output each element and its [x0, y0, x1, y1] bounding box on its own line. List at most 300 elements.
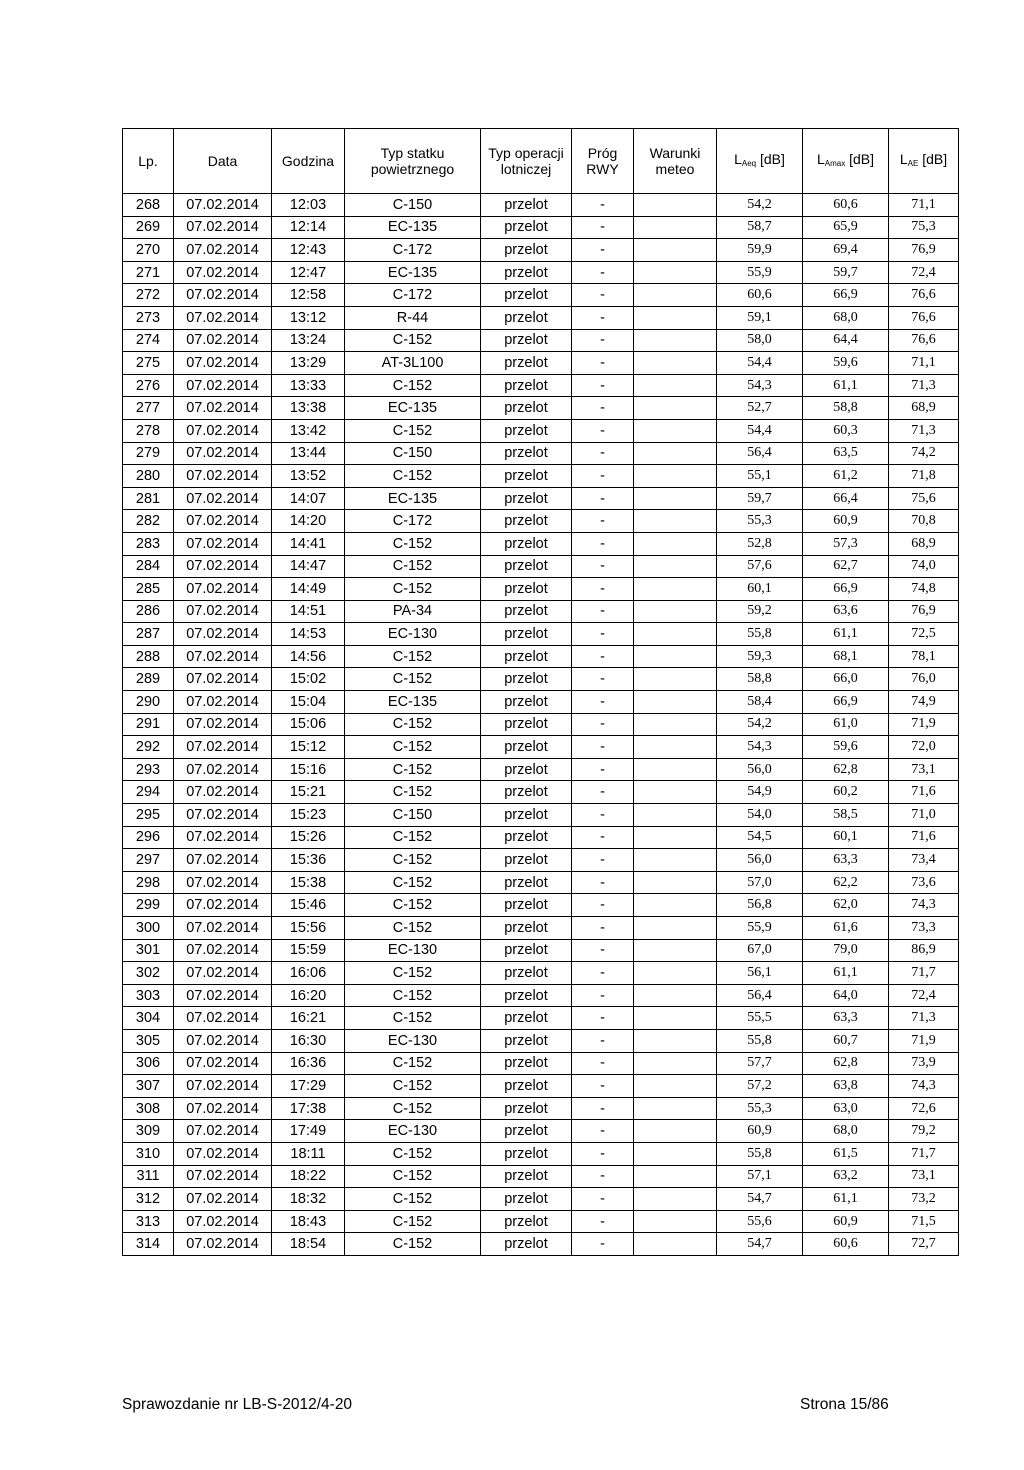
cell-operation-type: przelot: [481, 442, 572, 465]
cell-lamax: 63,8: [803, 1075, 889, 1098]
cell-lae: 70,8: [889, 510, 959, 533]
cell-aircraft-type: C-150: [345, 194, 481, 217]
cell-operation-type: przelot: [481, 1052, 572, 1075]
table-row: [123, 284, 959, 307]
table-row: [123, 578, 959, 601]
cell-lae: 74,3: [889, 1075, 959, 1098]
cell-lae: 76,6: [889, 329, 959, 352]
cell-aircraft-type: C-152: [345, 419, 481, 442]
cell-weather: [634, 1188, 717, 1211]
table-row: [123, 804, 959, 827]
cell-runway-threshold: -: [572, 1007, 634, 1030]
cell-runway-threshold: -: [572, 691, 634, 714]
cell-time: 17:49: [272, 1120, 345, 1143]
cell-time: 15:38: [272, 871, 345, 894]
cell-laeq: 56,1: [717, 962, 803, 985]
cell-lamax: 66,9: [803, 578, 889, 601]
cell-date: 07.02.2014: [174, 284, 272, 307]
cell-lamax: 68,0: [803, 1120, 889, 1143]
cell-lae: 68,9: [889, 397, 959, 420]
cell-aircraft-type: C-172: [345, 239, 481, 262]
cell-date: 07.02.2014: [174, 894, 272, 917]
header-prog-rwy: Próg RWY: [572, 129, 634, 194]
cell-lamax: 61,6: [803, 917, 889, 940]
cell-runway-threshold: -: [572, 487, 634, 510]
cell-lae: 71,5: [889, 1210, 959, 1233]
cell-lamax: 62,2: [803, 871, 889, 894]
cell-weather: [634, 397, 717, 420]
cell-aircraft-type: C-152: [345, 826, 481, 849]
cell-laeq: 54,4: [717, 352, 803, 375]
cell-laeq: 59,7: [717, 487, 803, 510]
cell-lamax: 59,6: [803, 352, 889, 375]
cell-aircraft-type: EC-135: [345, 216, 481, 239]
cell-weather: [634, 532, 717, 555]
cell-operation-type: przelot: [481, 397, 572, 420]
cell-lamax: 61,2: [803, 465, 889, 488]
cell-runway-threshold: -: [572, 1188, 634, 1211]
cell-time: 14:56: [272, 645, 345, 668]
cell-lamax: 60,2: [803, 781, 889, 804]
cell-operation-type: przelot: [481, 194, 572, 217]
cell-aircraft-type: C-172: [345, 510, 481, 533]
cell-time: 15:06: [272, 713, 345, 736]
cell-lae: 73,1: [889, 758, 959, 781]
table-row: [123, 239, 959, 262]
cell-date: 07.02.2014: [174, 1052, 272, 1075]
cell-date: 07.02.2014: [174, 1188, 272, 1211]
cell-aircraft-type: C-152: [345, 1188, 481, 1211]
cell-laeq: 59,3: [717, 645, 803, 668]
cell-operation-type: przelot: [481, 419, 572, 442]
cell-lamax: 62,0: [803, 894, 889, 917]
cell-lp: 272: [123, 284, 174, 307]
cell-lp: 306: [123, 1052, 174, 1075]
cell-weather: [634, 487, 717, 510]
cell-lae: 74,0: [889, 555, 959, 578]
table-row: [123, 397, 959, 420]
cell-lae: 75,3: [889, 216, 959, 239]
cell-operation-type: przelot: [481, 917, 572, 940]
cell-runway-threshold: -: [572, 600, 634, 623]
cell-operation-type: przelot: [481, 826, 572, 849]
cell-lamax: 66,9: [803, 284, 889, 307]
cell-aircraft-type: C-152: [345, 532, 481, 555]
table-row: [123, 917, 959, 940]
cell-weather: [634, 374, 717, 397]
cell-laeq: 54,3: [717, 736, 803, 759]
cell-laeq: 58,0: [717, 329, 803, 352]
cell-lp: 271: [123, 261, 174, 284]
cell-runway-threshold: -: [572, 465, 634, 488]
cell-operation-type: przelot: [481, 894, 572, 917]
cell-runway-threshold: -: [572, 917, 634, 940]
cell-lamax: 63,0: [803, 1097, 889, 1120]
cell-lp: 300: [123, 917, 174, 940]
cell-time: 15:23: [272, 804, 345, 827]
cell-lp: 298: [123, 871, 174, 894]
cell-weather: [634, 871, 717, 894]
cell-aircraft-type: C-150: [345, 804, 481, 827]
cell-date: 07.02.2014: [174, 216, 272, 239]
cell-weather: [634, 1029, 717, 1052]
cell-lamax: 57,3: [803, 532, 889, 555]
cell-date: 07.02.2014: [174, 465, 272, 488]
cell-aircraft-type: AT-3L100: [345, 352, 481, 375]
table-row: [123, 736, 959, 759]
table-row: [123, 1210, 959, 1233]
cell-weather: [634, 555, 717, 578]
cell-operation-type: przelot: [481, 1097, 572, 1120]
cell-laeq: 55,1: [717, 465, 803, 488]
cell-runway-threshold: -: [572, 1075, 634, 1098]
cell-time: 16:20: [272, 984, 345, 1007]
cell-date: 07.02.2014: [174, 826, 272, 849]
cell-aircraft-type: C-152: [345, 894, 481, 917]
cell-operation-type: przelot: [481, 239, 572, 262]
cell-operation-type: przelot: [481, 487, 572, 510]
cell-time: 14:49: [272, 578, 345, 601]
cell-date: 07.02.2014: [174, 194, 272, 217]
cell-time: 18:43: [272, 1210, 345, 1233]
cell-lamax: 65,9: [803, 216, 889, 239]
cell-lp: 268: [123, 194, 174, 217]
cell-lp: 294: [123, 781, 174, 804]
cell-operation-type: przelot: [481, 532, 572, 555]
cell-lamax: 61,1: [803, 962, 889, 985]
cell-weather: [634, 306, 717, 329]
cell-runway-threshold: -: [572, 329, 634, 352]
cell-lae: 73,6: [889, 871, 959, 894]
cell-weather: [634, 216, 717, 239]
cell-time: 15:21: [272, 781, 345, 804]
cell-lamax: 66,0: [803, 668, 889, 691]
table-row: [123, 984, 959, 1007]
cell-lp: 312: [123, 1188, 174, 1211]
cell-laeq: 54,7: [717, 1188, 803, 1211]
cell-lp: 270: [123, 239, 174, 262]
table-row: [123, 487, 959, 510]
table-row: [123, 216, 959, 239]
cell-laeq: 55,3: [717, 1097, 803, 1120]
cell-operation-type: przelot: [481, 261, 572, 284]
cell-lae: 73,4: [889, 849, 959, 872]
cell-date: 07.02.2014: [174, 1097, 272, 1120]
cell-operation-type: przelot: [481, 1075, 572, 1098]
cell-weather: [634, 758, 717, 781]
cell-date: 07.02.2014: [174, 1165, 272, 1188]
cell-lp: 285: [123, 578, 174, 601]
cell-weather: [634, 1120, 717, 1143]
cell-runway-threshold: -: [572, 578, 634, 601]
cell-lp: 282: [123, 510, 174, 533]
cell-lp: 287: [123, 623, 174, 646]
cell-laeq: 60,9: [717, 1120, 803, 1143]
cell-lae: 76,6: [889, 306, 959, 329]
cell-time: 16:06: [272, 962, 345, 985]
cell-operation-type: przelot: [481, 352, 572, 375]
cell-lamax: 64,0: [803, 984, 889, 1007]
cell-operation-type: przelot: [481, 216, 572, 239]
cell-runway-threshold: -: [572, 374, 634, 397]
cell-time: 13:24: [272, 329, 345, 352]
cell-lae: 72,0: [889, 736, 959, 759]
cell-weather: [634, 329, 717, 352]
cell-date: 07.02.2014: [174, 984, 272, 1007]
cell-weather: [634, 1052, 717, 1075]
cell-time: 12:14: [272, 216, 345, 239]
cell-date: 07.02.2014: [174, 600, 272, 623]
cell-date: 07.02.2014: [174, 239, 272, 262]
cell-lamax: 66,4: [803, 487, 889, 510]
cell-lamax: 69,4: [803, 239, 889, 262]
cell-time: 14:20: [272, 510, 345, 533]
cell-laeq: 54,7: [717, 1233, 803, 1256]
cell-runway-threshold: -: [572, 1029, 634, 1052]
cell-aircraft-type: C-152: [345, 1007, 481, 1030]
cell-runway-threshold: -: [572, 1120, 634, 1143]
table-row: [123, 1165, 959, 1188]
cell-weather: [634, 781, 717, 804]
cell-lamax: 60,9: [803, 1210, 889, 1233]
cell-lamax: 61,0: [803, 713, 889, 736]
cell-time: 17:29: [272, 1075, 345, 1098]
cell-lp: 280: [123, 465, 174, 488]
cell-lamax: 63,3: [803, 849, 889, 872]
cell-date: 07.02.2014: [174, 1029, 272, 1052]
cell-runway-threshold: -: [572, 736, 634, 759]
cell-operation-type: przelot: [481, 849, 572, 872]
cell-operation-type: przelot: [481, 284, 572, 307]
cell-lae: 72,6: [889, 1097, 959, 1120]
cell-time: 17:38: [272, 1097, 345, 1120]
cell-lae: 71,6: [889, 826, 959, 849]
measurement-table: [122, 128, 959, 1256]
table-row: [123, 1029, 959, 1052]
table-row: [123, 781, 959, 804]
table-row: [123, 600, 959, 623]
table-row: [123, 465, 959, 488]
cell-operation-type: przelot: [481, 1210, 572, 1233]
cell-aircraft-type: C-152: [345, 645, 481, 668]
cell-runway-threshold: -: [572, 442, 634, 465]
cell-aircraft-type: C-152: [345, 578, 481, 601]
cell-operation-type: przelot: [481, 374, 572, 397]
cell-lp: 283: [123, 532, 174, 555]
cell-time: 13:42: [272, 419, 345, 442]
cell-aircraft-type: C-152: [345, 1210, 481, 1233]
cell-operation-type: przelot: [481, 1165, 572, 1188]
cell-lae: 71,1: [889, 194, 959, 217]
cell-date: 07.02.2014: [174, 487, 272, 510]
cell-time: 13:33: [272, 374, 345, 397]
cell-laeq: 56,4: [717, 984, 803, 1007]
cell-runway-threshold: -: [572, 1097, 634, 1120]
cell-operation-type: przelot: [481, 578, 572, 601]
cell-runway-threshold: -: [572, 826, 634, 849]
cell-lp: 301: [123, 939, 174, 962]
cell-lae: 71,3: [889, 374, 959, 397]
cell-time: 13:12: [272, 306, 345, 329]
cell-lae: 73,3: [889, 917, 959, 940]
cell-lae: 74,3: [889, 894, 959, 917]
cell-lae: 76,9: [889, 239, 959, 262]
table-row: [123, 1052, 959, 1075]
cell-time: 15:46: [272, 894, 345, 917]
cell-time: 15:04: [272, 691, 345, 714]
cell-lae: 71,9: [889, 1029, 959, 1052]
cell-runway-threshold: -: [572, 984, 634, 1007]
cell-aircraft-type: C-172: [345, 284, 481, 307]
cell-aircraft-type: C-152: [345, 1142, 481, 1165]
table-row: [123, 623, 959, 646]
cell-lp: 296: [123, 826, 174, 849]
cell-lp: 297: [123, 849, 174, 872]
cell-aircraft-type: EC-130: [345, 939, 481, 962]
cell-operation-type: przelot: [481, 962, 572, 985]
cell-weather: [634, 645, 717, 668]
header-typ-statku: Typ statku powietrznego: [345, 129, 481, 194]
cell-aircraft-type: C-152: [345, 555, 481, 578]
cell-weather: [634, 1142, 717, 1165]
cell-laeq: 58,7: [717, 216, 803, 239]
cell-operation-type: przelot: [481, 691, 572, 714]
table-row: [123, 510, 959, 533]
cell-time: 12:03: [272, 194, 345, 217]
cell-weather: [634, 849, 717, 872]
cell-lae: 76,6: [889, 284, 959, 307]
table-row: [123, 261, 959, 284]
cell-date: 07.02.2014: [174, 849, 272, 872]
cell-aircraft-type: C-152: [345, 871, 481, 894]
cell-lamax: 59,7: [803, 261, 889, 284]
cell-lamax: 63,2: [803, 1165, 889, 1188]
cell-lp: 278: [123, 419, 174, 442]
table-row: [123, 555, 959, 578]
cell-lae: 73,9: [889, 1052, 959, 1075]
cell-lae: 71,3: [889, 419, 959, 442]
cell-time: 15:59: [272, 939, 345, 962]
cell-operation-type: przelot: [481, 939, 572, 962]
cell-date: 07.02.2014: [174, 397, 272, 420]
cell-lamax: 62,8: [803, 1052, 889, 1075]
cell-lae: 74,8: [889, 578, 959, 601]
cell-operation-type: przelot: [481, 600, 572, 623]
cell-lp: 290: [123, 691, 174, 714]
cell-laeq: 56,4: [717, 442, 803, 465]
cell-aircraft-type: C-152: [345, 962, 481, 985]
cell-runway-threshold: -: [572, 1233, 634, 1256]
cell-lamax: 58,5: [803, 804, 889, 827]
cell-lae: 74,9: [889, 691, 959, 714]
cell-operation-type: przelot: [481, 758, 572, 781]
table-row: [123, 871, 959, 894]
header-warunki-meteo: Warunki meteo: [634, 129, 717, 194]
cell-lp: 299: [123, 894, 174, 917]
cell-time: 14:47: [272, 555, 345, 578]
cell-runway-threshold: -: [572, 194, 634, 217]
cell-date: 07.02.2014: [174, 939, 272, 962]
cell-date: 07.02.2014: [174, 1120, 272, 1143]
cell-date: 07.02.2014: [174, 555, 272, 578]
cell-lp: 293: [123, 758, 174, 781]
cell-laeq: 59,9: [717, 239, 803, 262]
cell-weather: [634, 1097, 717, 1120]
header-typ-operacji: Typ operacji lotniczej: [481, 129, 572, 194]
cell-date: 07.02.2014: [174, 1075, 272, 1098]
cell-laeq: 57,0: [717, 871, 803, 894]
cell-lae: 72,4: [889, 261, 959, 284]
cell-lp: 289: [123, 668, 174, 691]
cell-operation-type: przelot: [481, 668, 572, 691]
table-row: [123, 352, 959, 375]
cell-aircraft-type: C-152: [345, 465, 481, 488]
cell-laeq: 55,6: [717, 1210, 803, 1233]
cell-laeq: 55,9: [717, 917, 803, 940]
cell-lp: 314: [123, 1233, 174, 1256]
cell-weather: [634, 261, 717, 284]
cell-date: 07.02.2014: [174, 917, 272, 940]
cell-weather: [634, 939, 717, 962]
cell-operation-type: przelot: [481, 510, 572, 533]
cell-lp: 275: [123, 352, 174, 375]
cell-laeq: 52,7: [717, 397, 803, 420]
cell-weather: [634, 419, 717, 442]
cell-weather: [634, 194, 717, 217]
cell-operation-type: przelot: [481, 1142, 572, 1165]
cell-weather: [634, 623, 717, 646]
cell-date: 07.02.2014: [174, 352, 272, 375]
cell-date: 07.02.2014: [174, 645, 272, 668]
cell-lp: 284: [123, 555, 174, 578]
cell-lp: 269: [123, 216, 174, 239]
cell-lp: 286: [123, 600, 174, 623]
cell-weather: [634, 352, 717, 375]
cell-operation-type: przelot: [481, 804, 572, 827]
header-godzina: Godzina: [272, 129, 345, 194]
cell-time: 18:11: [272, 1142, 345, 1165]
cell-lae: 79,2: [889, 1120, 959, 1143]
cell-operation-type: przelot: [481, 1120, 572, 1143]
cell-laeq: 54,5: [717, 826, 803, 849]
cell-laeq: 55,9: [717, 261, 803, 284]
cell-lp: 309: [123, 1120, 174, 1143]
cell-operation-type: przelot: [481, 555, 572, 578]
cell-lp: 276: [123, 374, 174, 397]
cell-aircraft-type: C-152: [345, 781, 481, 804]
cell-lae: 71,7: [889, 1142, 959, 1165]
cell-time: 16:21: [272, 1007, 345, 1030]
cell-lae: 71,9: [889, 713, 959, 736]
table-row: [123, 1142, 959, 1165]
cell-lp: 281: [123, 487, 174, 510]
cell-date: 07.02.2014: [174, 578, 272, 601]
cell-weather: [634, 804, 717, 827]
table-row: [123, 668, 959, 691]
cell-operation-type: przelot: [481, 623, 572, 646]
cell-aircraft-type: EC-130: [345, 623, 481, 646]
cell-lae: 71,8: [889, 465, 959, 488]
cell-laeq: 55,8: [717, 1142, 803, 1165]
cell-aircraft-type: EC-135: [345, 691, 481, 714]
report-number: Sprawozdanie nr LB-S-2012/4-20: [122, 1396, 353, 1413]
cell-aircraft-type: C-152: [345, 736, 481, 759]
cell-lamax: 60,9: [803, 510, 889, 533]
cell-weather: [634, 1165, 717, 1188]
cell-lamax: 64,4: [803, 329, 889, 352]
table-row: [123, 532, 959, 555]
cell-date: 07.02.2014: [174, 758, 272, 781]
